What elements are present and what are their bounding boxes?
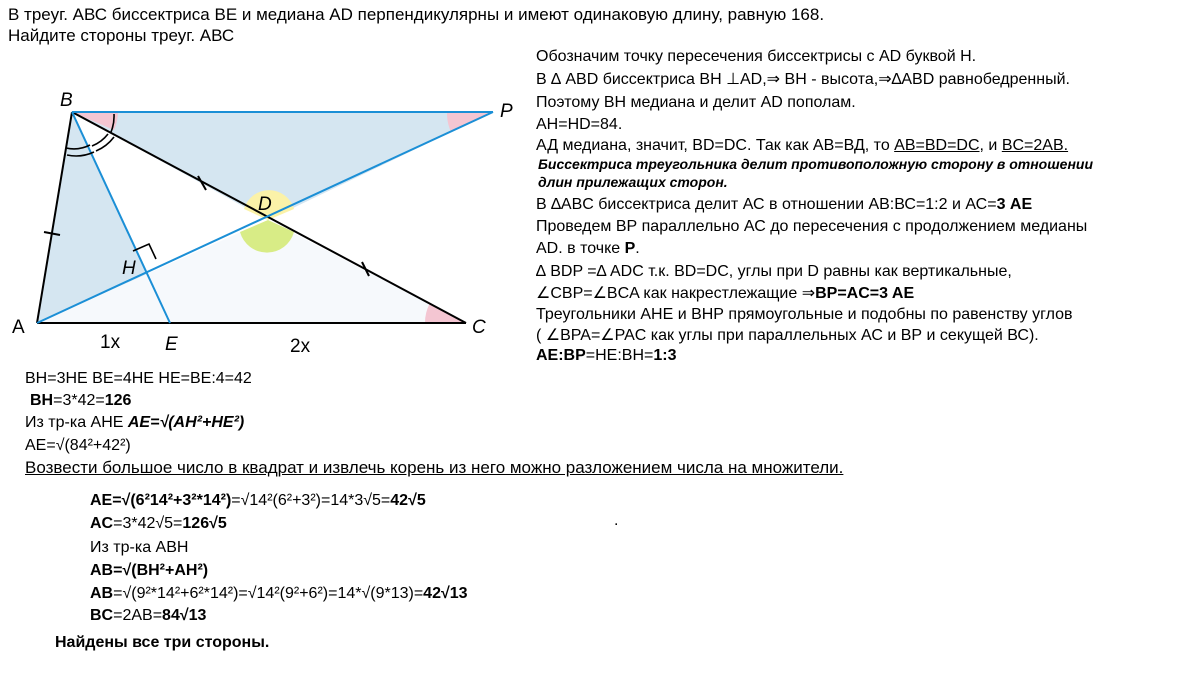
label-d: D (258, 194, 272, 215)
label-segment-ae: 1x (100, 332, 121, 353)
stray-dot: . (614, 512, 619, 529)
calc-line-2: BH=3*42=126 (30, 392, 132, 409)
solution-rule-line-2: длин прилежащих сторон. (538, 174, 728, 190)
solution-line-14: ( ∠BPA=∠PAC как углы при параллельных АС и ВР и секущей ВС). (536, 327, 1039, 344)
problem-line-2: Найдите стороны треуг. АВС (8, 26, 235, 45)
solution-line-12: ∠CBP=∠BCA как накрестлежащие ⇒BP=AC=3 AE (536, 285, 915, 302)
calc-ae: AE=√(6²14²+3²*14²)=√14²(6²+3²)=14*3√5=42√5 (90, 492, 426, 509)
triangle-diagram (0, 0, 560, 370)
calc-note: Возвести большое число в квадрат и извлечь корень из него можно разложением числа на множители. (25, 458, 844, 477)
solution-line-4: AH=HD=84. (536, 116, 623, 133)
solution-line-2: В ∆ ABD биссектриса ВН ⊥AD,⇒ BH - высота,⇒∆ABD равнобедренный. (536, 71, 1070, 88)
label-b: B (60, 90, 73, 111)
label-p: P (500, 101, 513, 122)
calc-ac: AC=3*42√5=126√5 (90, 515, 227, 532)
label-c: C (472, 317, 486, 338)
solution-line-3: Поэтому ВН медиана и делит АD пополам. (536, 94, 856, 111)
label-h: H (122, 258, 136, 279)
calc-line-1: BH=3HE BE=4HE HE=BE:4=42 (25, 370, 252, 387)
solution-line-8: В ∆ABC биссектриса делит АС в отношении АВ:ВС=1:2 и АС=3 AE (536, 196, 1033, 213)
calc-bc: BC=2AB=84√13 (90, 607, 207, 624)
solution-line-9: Проведем ВР параллельно АС до пересечения с продолжением медианы (536, 218, 1088, 235)
solution-line-5: АД медиана, значит, BD=DC. Так как AB=ВД, то AB=BD=DC, и BC=2AB. (536, 137, 1069, 154)
label-a: A (12, 317, 25, 338)
solution-line-15: AE:BP=HE:BH=1:3 (536, 347, 677, 364)
solution-line-11: ∆ BDP =∆ ADC т.к. BD=DC, углы при D равны как вертикальные, (536, 263, 1012, 280)
solution-line-13: Треугольники АНЕ и ВНР прямоугольные и подобны по равенству углов (536, 306, 1073, 323)
calc-triangle-abh: Из тр-ка АВН (90, 539, 189, 556)
problem-line-1: В треуг. АВС биссектриса ВЕ и медиана АD перпендикулярны и имеют одинаковую длину, равную 168. (8, 5, 825, 24)
calc-ab-formula: AB=√(BH²+AH²) (90, 562, 209, 579)
solution-rule-line-1: Биссектриса треугольника делит противоположную сторону в отношении (538, 156, 1094, 172)
label-e: E (165, 334, 178, 355)
conclusion: Найдены все три стороны. (55, 634, 270, 651)
calc-ab: AB=√(9²*14²+6²*14²)=√14²(9²+6²)=14*√(9*13)=42√13 (90, 585, 468, 602)
calc-line-3: Из тр-ка АНЕ AE=√(AH²+HE²) (25, 414, 245, 431)
solution-line-1: Обозначим точку пересечения биссектрисы с АD буквой Н. (536, 48, 977, 65)
calc-line-4: AE=√(84²+42²) (25, 437, 131, 454)
label-segment-ec: 2x (290, 336, 311, 357)
angle-b-arc-3 (92, 134, 108, 146)
angle-b-arc-4 (96, 137, 114, 151)
solution-line-10: AD. в точке Р. (536, 240, 640, 257)
